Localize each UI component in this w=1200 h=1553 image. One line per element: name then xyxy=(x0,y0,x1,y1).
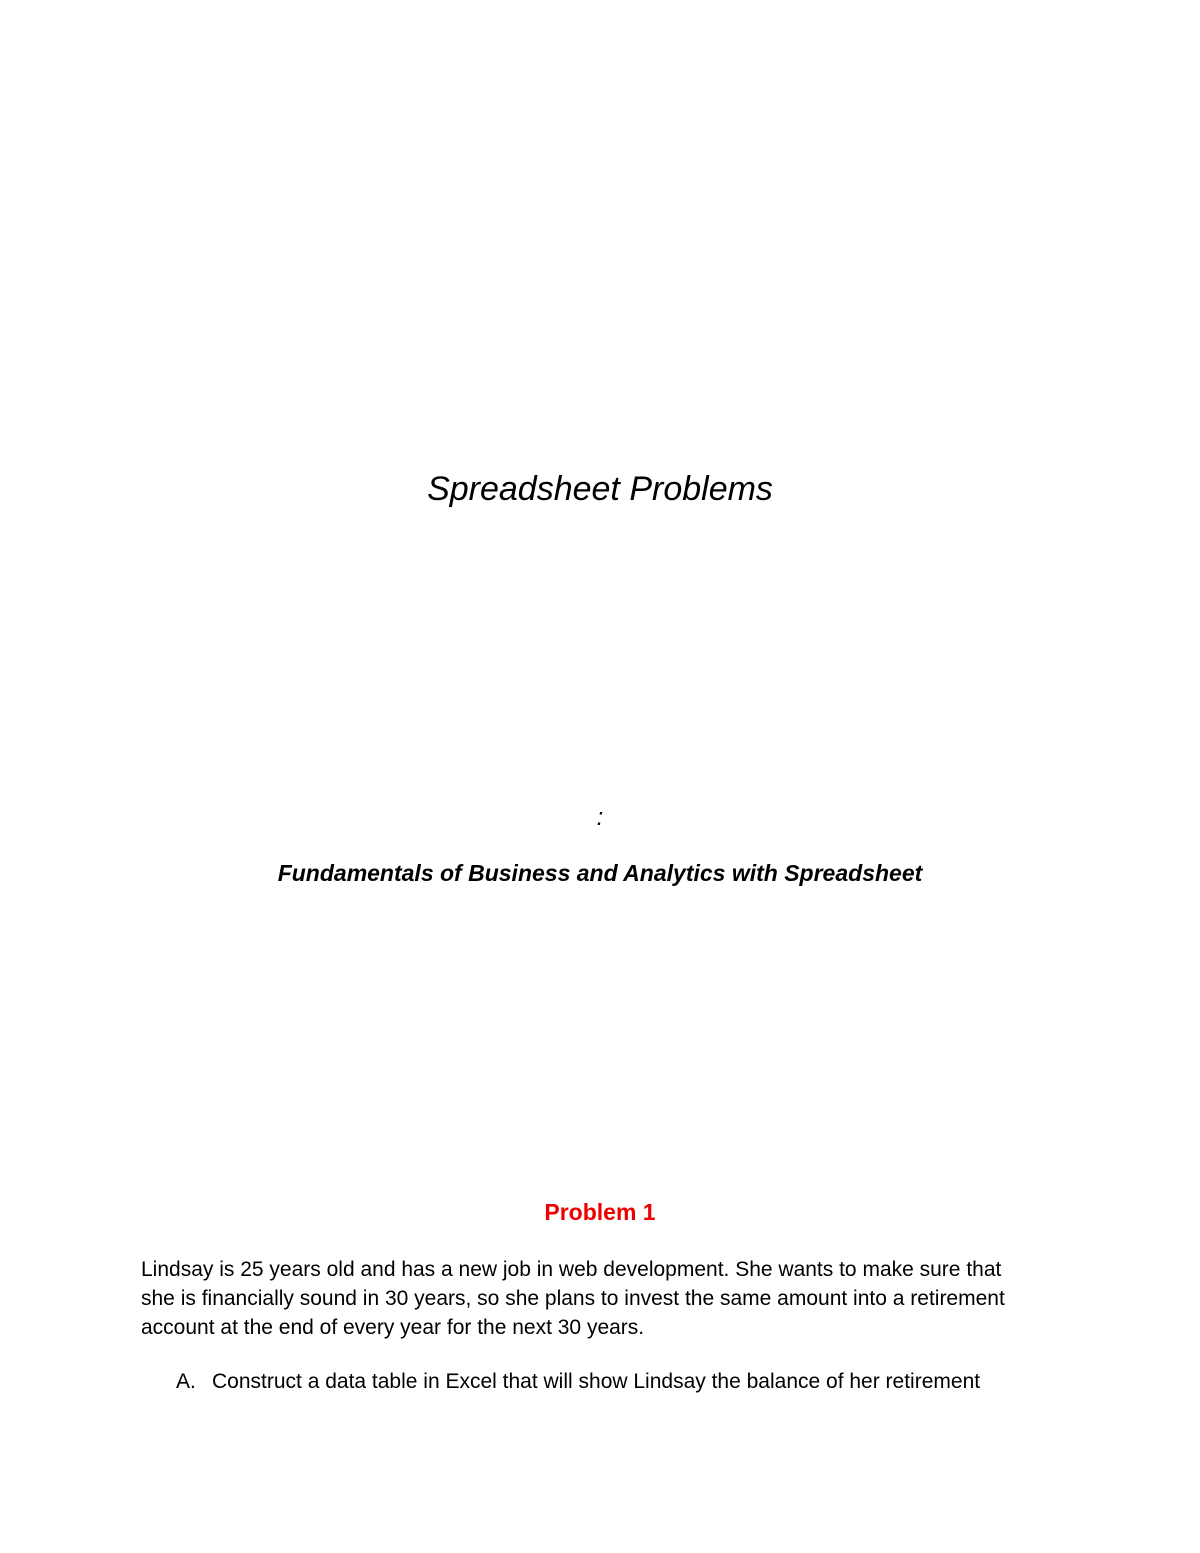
item-marker: A. xyxy=(176,1370,196,1393)
document-title: Spreadsheet Problems xyxy=(427,470,773,508)
problem-heading: Problem 1 xyxy=(544,1199,656,1225)
title-separator: : xyxy=(596,804,604,831)
document-subtitle: Fundamentals of Business and Analytics with Spreadsheet xyxy=(277,860,923,886)
item-text: Construct a data table in Excel that will show Lindsay the balance of her retirement xyxy=(212,1370,981,1393)
problem-paragraph: Lindsay is 25 years old and has a new job in web development. She wants to make sure that she is financially sound in 30 years, so she plans to invest the same amount into a retirement account at the end of every year for the next 30 years. xyxy=(141,1258,1005,1339)
problem-item-list xyxy=(176,1367,1056,1396)
problem-item xyxy=(176,1367,1056,1396)
